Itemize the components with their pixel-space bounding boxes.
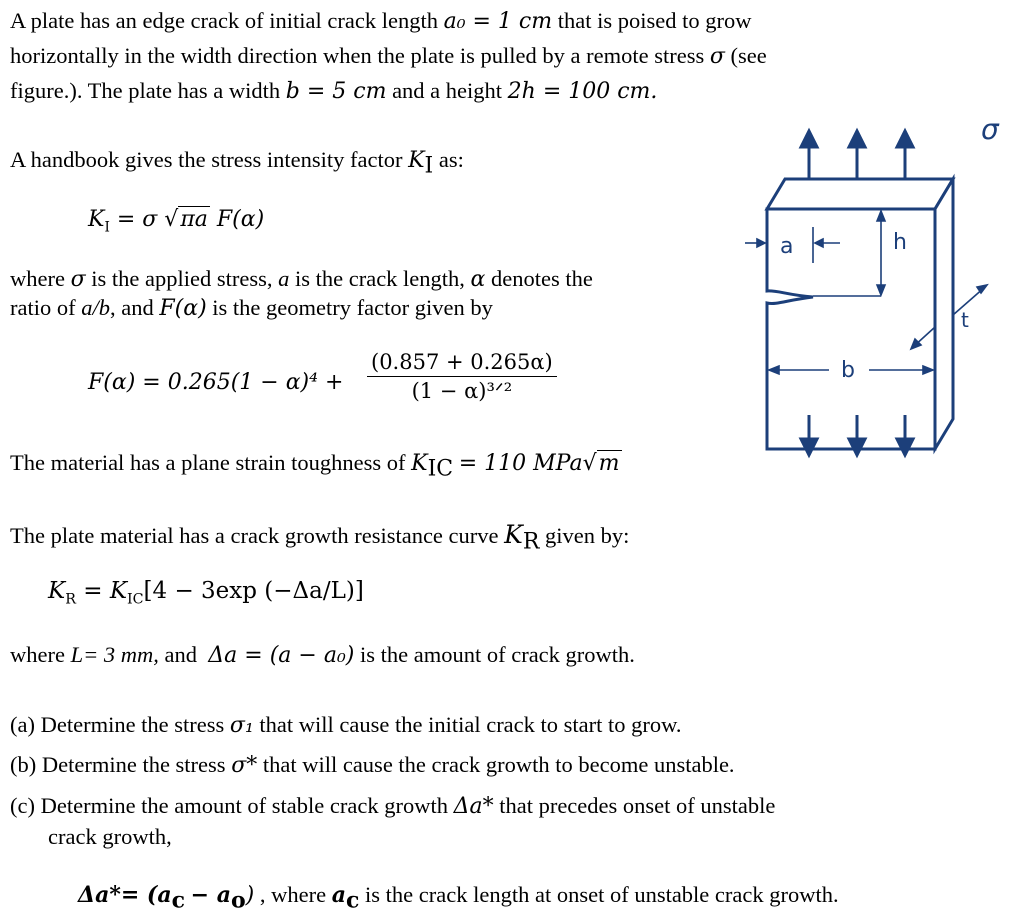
plate-figure — [745, 115, 1020, 465]
intro-line-2: horizontally in the width direction when the plate is pulled by a remote stress σ (see — [10, 43, 767, 69]
intro-line-1: A plate has an edge crack of initial crack length a₀ = 1 cm that is poised to grow — [10, 8, 752, 34]
initial-crack-length: a₀ = 1 cm — [443, 9, 553, 34]
label-h: h — [893, 230, 907, 255]
plate-top-face — [767, 179, 953, 209]
fraction-denominator: (1 − α)³ᐟ² — [411, 379, 513, 403]
plate-side-face — [935, 179, 953, 449]
intro-line-3: figure.). The plate has a width b = 5 cm and a height 2h = 100 cm. — [10, 78, 658, 104]
label-b: b — [841, 358, 855, 383]
equation-kr: $K_R = K_{IC}[4 - 3\exp$ (−Δa/L)] — [48, 578, 364, 608]
equation-f-lhs: F(α) = 0.265(1 − α)⁴ + — [88, 370, 344, 395]
question-c: (c) Determine the amount of stable crack growth Δa* that precedes onset of unstable — [10, 793, 776, 819]
label-sigma: σ — [981, 115, 999, 146]
handbook-line: A handbook gives the stress intensity factor $K_I$ as: — [10, 147, 464, 179]
question-b: (b) Determine the stress σ* that will cause the crack growth to become unstable. — [10, 752, 735, 778]
toughness-line: The material has a plane strain toughness of $K_{IC} = 110$ MPa√m — [10, 450, 620, 482]
label-a: a — [780, 234, 794, 259]
question-a: (a) Determine the stress σ₁ that will cause the initial crack to start to grow. — [10, 712, 682, 738]
label-t: t — [961, 308, 969, 332]
where-line-1: where σ is the applied stress, a is the crack length, α denotes the — [10, 266, 593, 292]
where-line-2: ratio of a/b, and F(α) is the geometry factor given by — [10, 295, 493, 321]
equation-f-fraction — [367, 350, 557, 403]
fraction-numerator: (0.857 + 0.265α) — [367, 350, 557, 377]
final-equation-line: $\Delta a*= (a_c - a_o)$ , where $a_c$ is the crack length at onset of unstable crack growth. — [78, 882, 839, 914]
question-c-continued: crack growth, — [48, 824, 172, 849]
equation-ki: $K_I = \sigma$ √πa F(α) — [88, 207, 265, 236]
where-line-3: where L= 3 mm, and Δa = (a − a₀) is the amount of crack growth. — [10, 642, 635, 668]
resistance-line: The plate material has a crack growth resistance curve $K_R$ given by: — [10, 520, 630, 555]
